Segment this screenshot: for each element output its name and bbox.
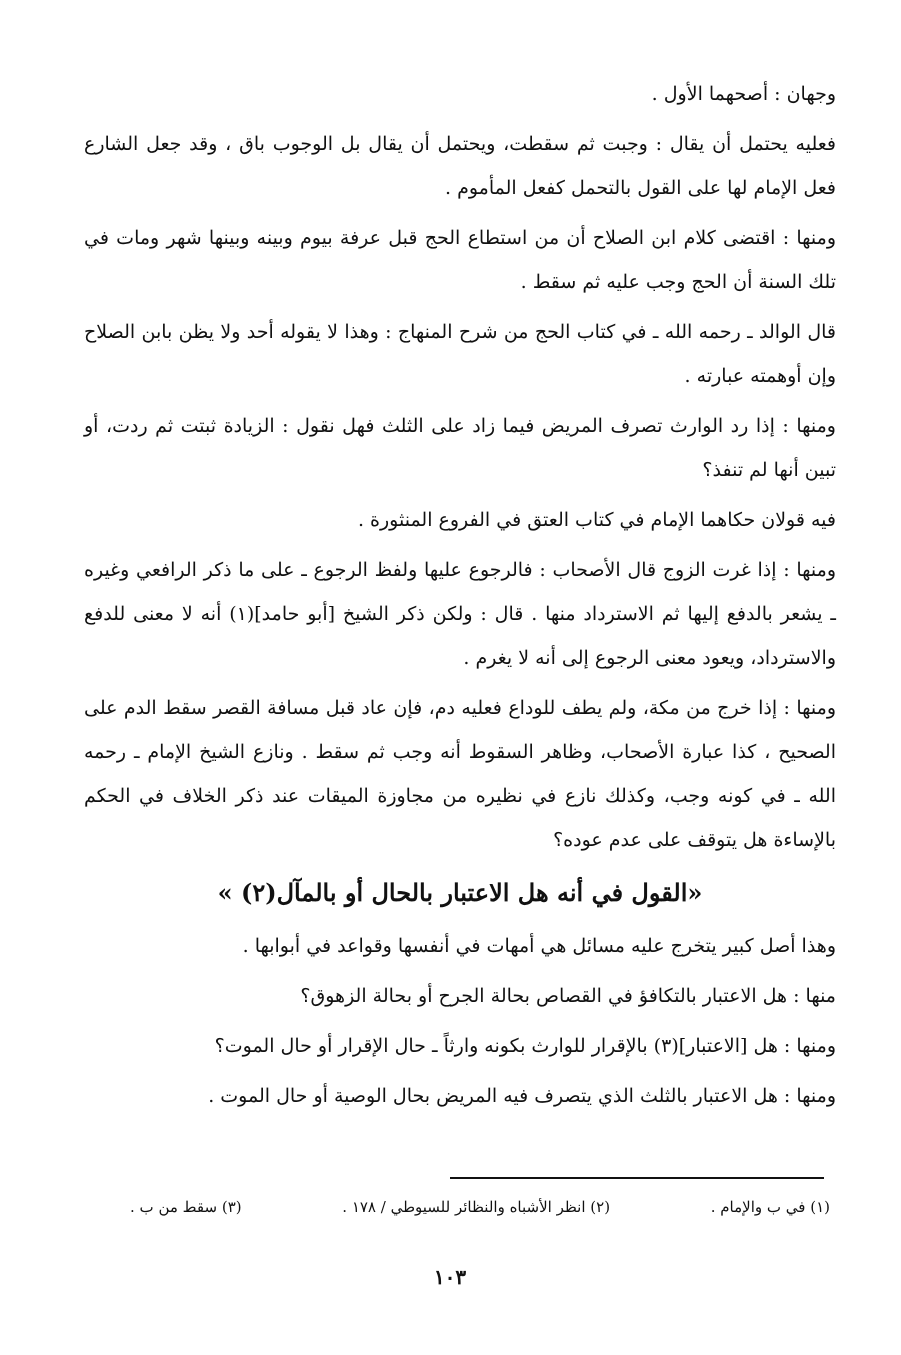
paragraph-6: فيه قولان حكاهما الإمام في كتاب العتق في الفروع المنثورة .: [357, 509, 836, 531]
paragraph-2: فعليه يحتمل أن يقال : وجبت ثم سقطت، ويحتمل أن يقال بل الوجوب باق ، وقد جعل الشارع فعل الإمام لها على القول بالتحمل كفعل المأموم .: [84, 133, 836, 199]
footnote-1: (١) في ب والإمام .: [710, 1198, 830, 1216]
page-number: ١٠٣: [433, 1265, 467, 1289]
paragraph-9: وهذا أصل كبير يتخرج عليه مسائل هي أمهات في أنفسها وقواعد في أبوابها .: [242, 935, 836, 957]
paragraph-5: ومنها : إذا رد الوارث تصرف المريض فيما زاد على الثلث فهل نقول : الزيادة ثبتت ثم ردت، أو تبين أنها لم تنفذ؟: [84, 415, 836, 481]
paragraph-7: ومنها : إذا غرت الزوج قال الأصحاب : فالرجوع عليها ولفظ الرجوع ـ على ما ذكر الرافعي وغيره ـ يشعر بالدفع إليها ثم الاسترداد منها . قال : ولكن ذكر الشيخ [أبو حامد](١) أنه لا معنى للدفع والاسترداد، ويعود معنى الرجوع إلى أنه لا يغرم .: [84, 559, 836, 669]
paragraph-11: ومنها : هل [الاعتبار](٣) بالإقرار للوارث بكونه وارثاً ـ حال الإقرار أو حال الموت؟: [214, 1035, 836, 1057]
footnote-2: (٢) انظر الأشباه والنظائر للسيوطي / ١٧٨ .: [342, 1198, 611, 1216]
paragraph-8: ومنها : إذا خرج من مكة، ولم يطف للوداع فعليه دم، فإن عاد قبل مسافة القصر سقط الدم على الصحيح ، كذا عبارة الأصحاب، وظاهر السقوط أنه وجب ثم سقط . ونازع الشيخ الإمام ـ رحمه الله ـ في كونه وجب، وكذلك نازع في نظيره من مجاوزة الميقات عند ذكر الخلاف في الحكم بالإساءة هل يتوقف على عدم عوده؟: [84, 697, 836, 851]
paragraph-12: ومنها : هل الاعتبار بالثلث الذي يتصرف فيه المريض بحال الوصية أو حال الموت .: [208, 1085, 836, 1107]
paragraph-4: قال الوالد ـ رحمه الله ـ في كتاب الحج من شرح المنهاج : وهذا لا يقوله أحد ولا يظن بابن الصلاح وإن أوهمته عبارته .: [84, 321, 836, 387]
footnote-separator: [450, 1177, 824, 1179]
section-heading: «القول في أنه هل الاعتبار بالحال أو بالمآل(٢) »: [217, 878, 703, 907]
paragraph-3: ومنها : اقتضى كلام ابن الصلاح أن من استطاع الحج قبل عرفة بيوم وبينه وبينها شهر ومات في تلك السنة أن الحج وجب عليه ثم سقط .: [84, 227, 836, 293]
footnote-3: (٣) سقط من ب .: [130, 1198, 242, 1216]
footnotes: [130, 1195, 830, 1219]
main-text: [84, 72, 836, 1124]
paragraph-1: وجهان : أصحهما الأول .: [651, 83, 836, 105]
paragraph-10: منها : هل الاعتبار بالتكافؤ في القصاص بحالة الجرح أو بحالة الزهوق؟: [300, 985, 836, 1007]
